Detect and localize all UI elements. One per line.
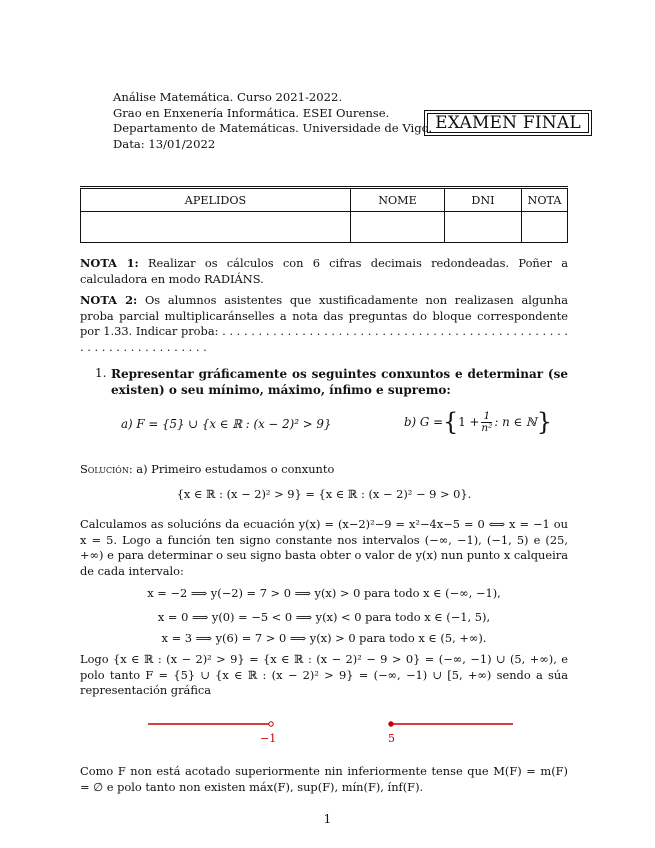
page-number: 1 <box>323 812 332 826</box>
right-brace-icon: } <box>536 408 552 436</box>
solution-para2: Logo {x ∈ ℝ : (x − 2)² > 9} = {x ∈ ℝ : (x − 2)² − 9 > 0} = (−∞, −1) ∪ (5, +∞), e polo tanto F = {5} ∪ {x ∈ ℝ : (x − 2)² > 9} = (−∞, −1) ∪ [5, +∞) sendo a súa representación gráfica <box>80 652 568 697</box>
solution-case2: x = 0 ⟹ y(0) = −5 < 0 ⟹ y(x) < 0 para todo x ∈ (−1, 5), <box>157 610 491 624</box>
note-2 <box>80 293 568 355</box>
solution-para1: Calculamos as solucións da ecuación y(x) = (x−2)²−9 = x²−4x−5 = 0 ⟺ x = −1 ou x = 5. Logo a función ten signo constante nos intervalos (−∞, −1), (−1, 5) e (25, +∞) e para determinar o seu signo basta obter o valor de y(x) nun punto x calqueira de cada intervalo: <box>80 517 568 578</box>
note-1 <box>80 256 568 287</box>
header-course: Análise Matemática. Curso 2021-2022. <box>113 90 343 104</box>
col-apelidos: APELIDOS <box>81 188 351 212</box>
nome-field[interactable] <box>351 212 445 243</box>
exam-title-box <box>424 110 592 136</box>
fraction <box>481 411 492 434</box>
note-1-text: Realizar os cálculos con 6 cifras decimais redondeadas. Poñer a calculadora en modo RADIÁNS. <box>80 256 568 286</box>
exam-title: EXAMEN FINAL <box>427 113 589 133</box>
left-brace-icon: { <box>442 408 459 436</box>
number-line-graph <box>140 712 520 746</box>
part-a-formula: a) F = {5} ∪ {x ∈ ℝ : (x − 2)² > 9} <box>121 417 332 431</box>
dni-field[interactable] <box>445 212 522 243</box>
solution-para3: Como F non está acotado superiormente nin inferiormente tense que M(F) = m(F) = ∅ e polo tanto non existen máx(F), sup(F), mín(F), ínf(F). <box>80 764 568 794</box>
header-department: Departamento de Matemáticas. Universidade de Vigo. <box>113 121 433 135</box>
col-dni: DNI <box>445 188 522 212</box>
open-endpoint-minus-one <box>269 722 273 726</box>
solution-eq1: {x ∈ ℝ : (x − 2)² > 9} = {x ∈ ℝ : (x − 2)² − 9 > 0}. <box>176 487 472 501</box>
axis-label-minus-one: −1 <box>260 732 277 745</box>
note-2-label: NOTA 2: <box>80 293 138 307</box>
part-b-prefix: b) G = <box>404 415 443 429</box>
document-header <box>113 90 432 152</box>
part-b-left: 1 + <box>458 415 480 429</box>
axis-label-five: 5 <box>388 732 395 745</box>
fraction-denominator: n² <box>481 421 493 434</box>
solution-intro-text: a) Primeiro estudamos o conxunto <box>132 462 335 476</box>
note-1-label: NOTA 1: <box>80 256 139 270</box>
fraction-numerator: 1 <box>481 411 492 423</box>
header-degree: Grao en Enxenería Informática. ESEI Ourense. <box>113 105 390 120</box>
solution-case3: x = 3 ⟹ y(6) = 7 > 0 ⟹ y(x) > 0 para todo x ∈ (5, +∞). <box>161 631 487 645</box>
question-number: 1. <box>95 366 107 380</box>
header-date: Data: 13/01/2022 <box>113 136 216 151</box>
apelidos-field[interactable] <box>81 212 351 243</box>
solution-label: Solución: <box>80 462 133 476</box>
part-b-formula <box>404 408 552 436</box>
col-nota: NOTA <box>522 188 568 212</box>
note-2-text: Os alumnos asistentes que xustificadamente non realizasen algunha proba parcial multiplicaránselles a nota das preguntas do bloque correspondente por 1.33. Indicar proba: . . . . . . . . . . . . . . . . . . . . . . . . . . . . . . . . . . . . . . . . . . . . . . . . . . . . . . . . . . . . . . . . . . <box>80 293 569 354</box>
col-nome: NOME <box>351 188 445 212</box>
question-text: Representar gráficamente os seguintes conxuntos e determinar (se existen) o seu mínimo, máximo, ínfimo e supremo: <box>111 367 568 397</box>
solution-case1: x = −2 ⟹ y(−2) = 7 > 0 ⟹ y(x) > 0 para todo x ∈ (−∞, −1), <box>147 586 501 600</box>
part-b-right: : n ∈ ℕ <box>494 415 537 429</box>
solution-intro <box>80 462 568 478</box>
student-id-table <box>80 186 568 243</box>
nota-field[interactable] <box>522 212 568 243</box>
